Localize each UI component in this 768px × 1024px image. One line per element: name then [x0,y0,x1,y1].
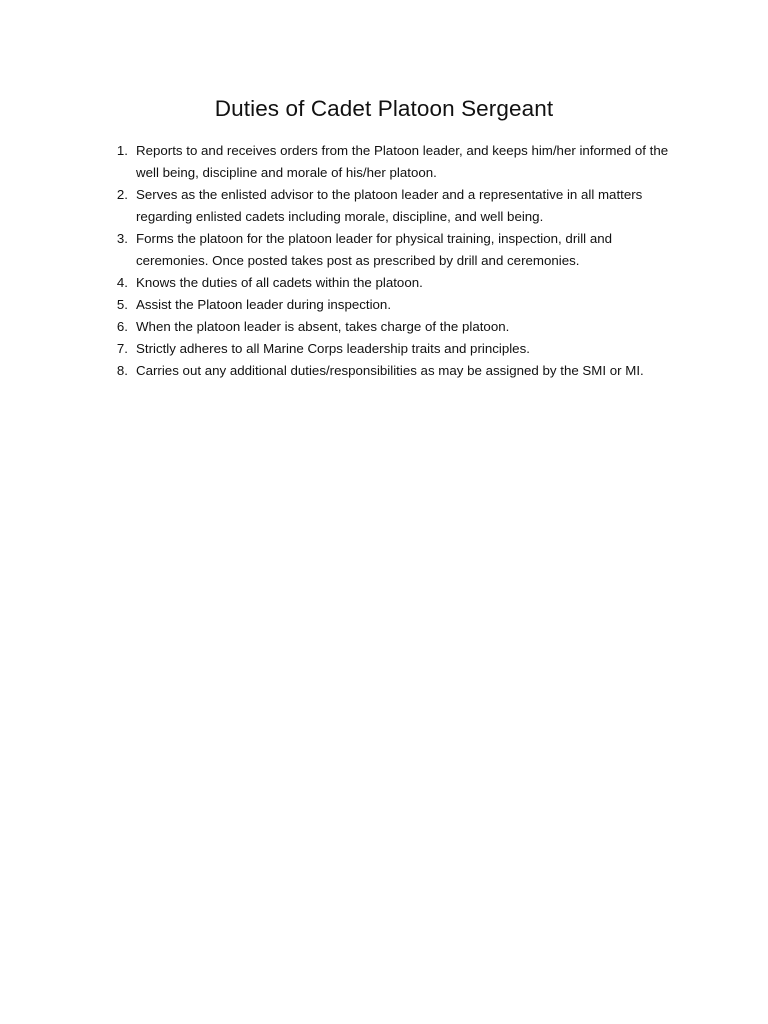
duty-number: 1. [116,143,128,158]
duty-text: Carries out any additional duties/responsibilities as may be assigned by the SMI or MI. [136,363,644,378]
duty-number: 8. [116,363,128,378]
duty-item-5 [106,294,686,316]
duty-item-4 [106,272,686,294]
duty-item-1 [106,140,686,184]
duty-text: Strictly adheres to all Marine Corps leadership traits and principles. [136,341,530,356]
duty-text: When the platoon leader is absent, takes charge of the platoon. [136,319,510,334]
duty-number: 5. [116,297,128,312]
duty-item-8 [106,360,686,382]
duty-item-3 [106,228,686,272]
duty-list [106,140,686,382]
duty-text: Assist the Platoon leader during inspection. [136,297,392,312]
duty-text: Serves as the enlisted advisor to the platoon leader and a representative in all matters regarding enlisted cadets including morale, discipline, and well being. [136,187,643,224]
duty-number: 3. [116,231,128,246]
duty-text: Forms the platoon for the platoon leader for physical training, inspection, drill and ceremonies. Once posted takes post as prescribed by drill and ceremonies. [136,231,613,268]
duty-item-7 [106,338,686,360]
duty-number: 2. [116,187,128,202]
duty-number: 4. [116,275,128,290]
duty-text: Reports to and receives orders from the Platoon leader, and keeps him/her informed of the well being, discipline and morale of his/her platoon. [136,143,669,180]
duty-item-6 [106,316,686,338]
duty-text: Knows the duties of all cadets within the platoon. [136,275,423,290]
duty-number: 6. [116,319,128,334]
page-title: Duties of Cadet Platoon Sergeant [214,96,554,121]
duty-number: 7. [116,341,128,356]
duty-item-2 [106,184,686,228]
